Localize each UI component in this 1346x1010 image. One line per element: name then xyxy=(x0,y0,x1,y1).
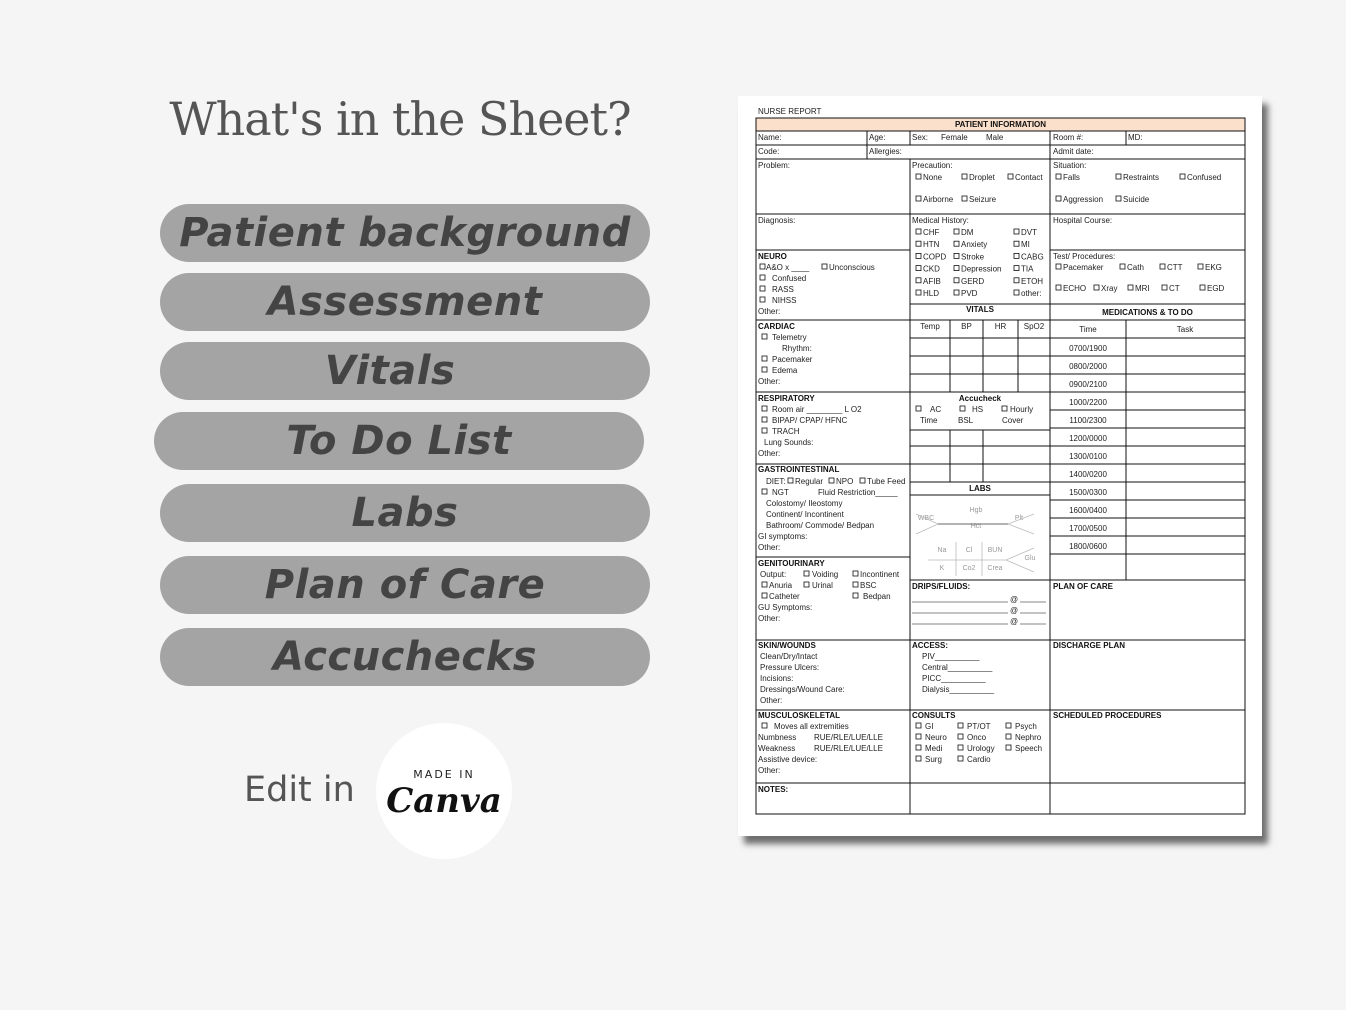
checkbox xyxy=(1006,745,1011,750)
vitals-col: SpO2 xyxy=(1023,322,1045,331)
form-text: Male xyxy=(986,133,1004,142)
checkbox xyxy=(1128,285,1133,290)
form-text: RASS xyxy=(772,285,794,294)
form-text: Stroke xyxy=(961,252,985,262)
checkbox xyxy=(853,571,858,576)
med-time: 1000/2200 xyxy=(1069,398,1107,407)
form-text: Neuro xyxy=(925,733,947,742)
form-text: Nephro xyxy=(1015,733,1042,742)
edit-in-label: Edit in xyxy=(244,770,355,810)
form-text: TIA xyxy=(1021,264,1034,274)
checkbox xyxy=(1006,723,1011,728)
form-text: Confused xyxy=(772,274,807,283)
checkbox xyxy=(954,278,959,283)
form-text: Unconscious xyxy=(829,263,875,272)
checkbox xyxy=(954,229,959,234)
checkbox xyxy=(916,745,921,750)
form-text: Time xyxy=(920,416,938,425)
form-text: ECHO xyxy=(1063,284,1087,293)
form-text: CTT xyxy=(1167,263,1183,272)
form-text: Output: xyxy=(760,570,787,579)
form-text: Na xyxy=(937,547,947,554)
canva-logo: Canva xyxy=(386,781,502,821)
form-text: MD: xyxy=(1128,133,1143,142)
form-text: Anuria xyxy=(769,581,793,590)
checkbox xyxy=(916,278,921,283)
form-text: Co2 xyxy=(962,565,976,572)
form-text: Other: xyxy=(758,543,781,552)
meds-label: MEDICATIONS & TO DO xyxy=(1102,308,1193,317)
form-text: EGD xyxy=(1207,284,1225,293)
form-text: NEURO xyxy=(758,252,787,261)
nurse-report-form xyxy=(738,96,1262,836)
checkbox xyxy=(1014,278,1019,283)
checkbox xyxy=(1014,241,1019,246)
form-text: Test/ Procedures: xyxy=(1053,252,1116,261)
form-text: GENITOURINARY xyxy=(758,559,825,568)
form-text: BSL xyxy=(958,416,974,425)
checkbox xyxy=(804,582,809,587)
canva-badge xyxy=(376,723,512,859)
checkbox xyxy=(958,756,963,761)
checkbox xyxy=(960,406,965,411)
form-text: Problem: xyxy=(758,161,791,170)
checkbox xyxy=(822,264,827,269)
med-time: 0800/2000 xyxy=(1069,362,1107,371)
form-text: Droplet xyxy=(969,173,995,182)
form-text: Anxiety xyxy=(961,240,988,250)
form-text: Contact xyxy=(1015,173,1043,182)
form-text: Bedpan xyxy=(863,592,891,601)
form-text: Airborne xyxy=(923,195,954,204)
form-text: NGT xyxy=(772,488,789,497)
form-text: GI symptoms: xyxy=(758,532,808,541)
med-time: 1800/0600 xyxy=(1069,542,1107,551)
form-text: Pacemaker xyxy=(772,355,813,364)
checkbox xyxy=(1200,285,1205,290)
checkbox xyxy=(804,571,809,576)
checkbox xyxy=(760,286,765,291)
form-text: Age: xyxy=(869,133,886,142)
form-text: AC xyxy=(930,405,942,414)
form-text: Incisions: xyxy=(760,674,794,683)
form-text: MI xyxy=(1021,240,1030,250)
checkbox xyxy=(1180,174,1185,179)
checkbox xyxy=(762,356,767,361)
form-text: Weakness xyxy=(758,744,796,753)
checkbox xyxy=(916,723,921,728)
form-text: Medi xyxy=(925,744,943,753)
checkbox xyxy=(1120,264,1125,269)
checkbox xyxy=(1002,406,1007,411)
vitals-col: BP xyxy=(961,322,972,331)
checkbox xyxy=(762,428,767,433)
checkbox xyxy=(916,253,921,258)
form-text: GI xyxy=(925,722,934,731)
med-time: 1100/2300 xyxy=(1069,416,1107,425)
med-time: 1200/0000 xyxy=(1069,434,1107,443)
form-text: Cardio xyxy=(967,755,991,764)
form-text: Room #: xyxy=(1053,133,1084,142)
checkbox xyxy=(1198,264,1203,269)
form-text: Xray xyxy=(1101,284,1118,293)
form-text: Time xyxy=(1079,325,1097,334)
checkbox xyxy=(916,196,921,201)
form-text: Hospital Course: xyxy=(1053,216,1113,225)
checkbox xyxy=(1056,196,1061,201)
form-text: CHF xyxy=(923,228,940,237)
checkbox xyxy=(788,478,793,483)
form-text: Restraints xyxy=(1123,173,1160,182)
form-text: TRACH xyxy=(772,427,800,436)
checkbox xyxy=(1056,285,1061,290)
vitals-col: Temp xyxy=(920,322,940,331)
form-text: Hourly xyxy=(1010,405,1034,414)
checkbox xyxy=(853,593,858,598)
form-text: PVD xyxy=(961,289,978,298)
form-text: None xyxy=(923,173,943,182)
form-text: Falls xyxy=(1063,173,1080,182)
form-text: HS xyxy=(972,405,984,414)
checkbox xyxy=(954,290,959,295)
form-text: Dialysis__________ xyxy=(922,685,995,694)
checkbox xyxy=(853,582,858,587)
form-text: Task xyxy=(1176,325,1194,334)
form-text: Numbness xyxy=(758,733,797,742)
checkbox xyxy=(916,241,921,246)
checkbox xyxy=(1056,174,1061,179)
form-text: CABG xyxy=(1021,252,1044,262)
med-time: 1300/0100 xyxy=(1069,452,1107,461)
form-text: Regular xyxy=(795,477,824,486)
form-text: Fluid Restriction_____ xyxy=(818,488,898,497)
checkbox xyxy=(762,367,767,372)
form-text: A&O x ____ xyxy=(766,263,810,272)
med-time: 0900/2100 xyxy=(1069,380,1107,389)
headline: What's in the Sheet? xyxy=(169,92,631,146)
checkbox xyxy=(958,745,963,750)
checkbox xyxy=(760,297,765,302)
form-text: Suicide xyxy=(1123,195,1150,204)
form-text: NIHSS xyxy=(772,296,797,305)
form-text: Seizure xyxy=(969,195,997,204)
accucheck-label: Accucheck xyxy=(958,394,1002,403)
form-text: ACCESS: xyxy=(912,641,949,650)
form-text: Other: xyxy=(758,766,781,775)
form-text: NPO xyxy=(836,477,854,486)
vitals-col: HR xyxy=(994,322,1007,331)
form-text: Medical History: xyxy=(912,216,969,225)
checkbox xyxy=(1014,253,1019,258)
form-text: Cl xyxy=(965,547,973,554)
med-time: 1700/0500 xyxy=(1069,524,1107,533)
form-text: CKD xyxy=(923,264,940,274)
checkbox xyxy=(1116,174,1121,179)
form-text: PICC__________ xyxy=(922,674,986,683)
form-text: WBC xyxy=(917,515,935,522)
form-text: NOTES: xyxy=(758,785,789,794)
form-text: ETOH xyxy=(1021,276,1044,286)
checkbox xyxy=(958,723,963,728)
form-text: DISCHARGE PLAN xyxy=(1053,641,1126,650)
med-time: 1500/0300 xyxy=(1069,488,1107,497)
form-text: PIV__________ xyxy=(922,652,980,661)
form-text: Incontinent xyxy=(860,570,900,579)
form-text: Cover xyxy=(1002,416,1024,425)
form-text: EKG xyxy=(1205,263,1222,272)
form-text: Edema xyxy=(772,366,798,375)
form-text: Female xyxy=(941,133,968,142)
made-in-text: MADE IN xyxy=(413,768,475,781)
form-text: GU Symptoms: xyxy=(758,603,813,612)
nurse-report-sheet xyxy=(738,96,1262,836)
form-text: BUN xyxy=(987,547,1003,554)
checkbox xyxy=(916,229,921,234)
form-text: @ xyxy=(1010,595,1019,604)
form-text: Dressings/Wound Care: xyxy=(760,685,845,694)
form-text: Other: xyxy=(758,614,781,623)
checkbox xyxy=(762,582,767,587)
form-text: Catheter xyxy=(769,592,800,601)
form-text: Name: xyxy=(758,133,782,142)
checkbox xyxy=(1014,229,1019,234)
form-text: Aggression xyxy=(1063,195,1104,204)
form-text: Glu xyxy=(1024,555,1036,562)
form-text: Depression xyxy=(961,264,1002,274)
checkbox xyxy=(760,264,765,269)
form-text: HLD xyxy=(923,289,940,298)
form-text: BSC xyxy=(860,581,877,590)
form-text: DM xyxy=(961,228,974,237)
form-text: Continent/ Incontinent xyxy=(766,510,844,519)
form-text: Urinal xyxy=(812,581,833,590)
form-text: GERD xyxy=(961,276,985,286)
checkbox xyxy=(762,723,767,728)
form-text: CONSULTS xyxy=(912,711,956,720)
form-text: Other: xyxy=(758,307,781,316)
pill-patient-background: Patient background xyxy=(160,204,650,262)
checkbox xyxy=(760,275,765,280)
form-text: GASTROINTESTINAL xyxy=(758,465,840,474)
form-text: CT xyxy=(1169,284,1180,293)
med-time: 1400/0200 xyxy=(1069,470,1107,479)
form-text: Code: xyxy=(758,147,780,156)
form-text: Sex: xyxy=(912,133,929,142)
form-text: Onco xyxy=(967,733,987,742)
form-text: Hct xyxy=(970,523,982,530)
form-text: Pacemaker xyxy=(1063,263,1104,272)
checkbox xyxy=(762,417,767,422)
form-text: SCHEDULED PROCEDURES xyxy=(1053,711,1162,720)
form-text: Speech xyxy=(1015,744,1043,753)
checkbox xyxy=(958,734,963,739)
checkbox xyxy=(1056,264,1061,269)
form-text: Lung Sounds: xyxy=(764,438,814,447)
form-text: Admit date: xyxy=(1053,147,1094,156)
checkbox xyxy=(1006,734,1011,739)
form-text: Urology xyxy=(967,744,995,753)
form-text: Psych xyxy=(1015,722,1037,731)
checkbox xyxy=(916,734,921,739)
form-text: other: xyxy=(1021,289,1042,298)
form-text: K xyxy=(939,565,945,572)
form-text: Clean/Dry/Intact xyxy=(760,652,818,661)
form-text: Pressure Ulcers: xyxy=(760,663,820,672)
checkbox xyxy=(954,253,959,258)
form-text: @ xyxy=(1010,617,1019,626)
form-text: AFIB xyxy=(923,276,941,286)
form-text: Other: xyxy=(758,449,781,458)
checkbox xyxy=(1162,285,1167,290)
checkbox xyxy=(829,478,834,483)
form-text: Surg xyxy=(925,755,942,764)
form-text: DRIPS/FLUIDS: xyxy=(912,582,971,591)
form-text: Plt xyxy=(1014,515,1024,522)
form-text: Crea xyxy=(987,565,1003,572)
form-text: DIET: xyxy=(766,477,786,486)
checkbox xyxy=(962,196,967,201)
form-text: DVT xyxy=(1021,228,1037,237)
form-text: SKIN/WOUNDS xyxy=(758,641,816,650)
labs-label: LABS xyxy=(969,484,991,493)
form-text: Hgb xyxy=(969,507,983,514)
pill-vitals: Vitals xyxy=(160,342,650,400)
form-text: Tube Feed xyxy=(867,477,906,486)
pill-plan-of-care: Plan of Care xyxy=(160,556,650,614)
checkbox xyxy=(1160,264,1165,269)
form-text: Situation: xyxy=(1053,161,1087,170)
form-text: Assistive device: xyxy=(758,755,818,764)
form-text: Rhythm: xyxy=(782,344,812,353)
pill-labs: Labs xyxy=(160,484,650,542)
form-text: CARDIAC xyxy=(758,322,795,331)
form-text: Other: xyxy=(760,696,783,705)
pill-assessment: Assessment xyxy=(160,273,650,331)
form-text: Cath xyxy=(1127,263,1144,272)
form-text: PLAN OF CARE xyxy=(1053,582,1113,591)
form-text: HTN xyxy=(923,240,940,250)
checkbox xyxy=(916,290,921,295)
form-text: Room air ________ L O2 xyxy=(772,405,862,414)
checkbox xyxy=(954,241,959,246)
checkbox xyxy=(762,406,767,411)
form-text: @ xyxy=(1010,606,1019,615)
form-text: Moves all extremities xyxy=(774,722,849,731)
pill-accuchecks: Accuchecks xyxy=(160,628,650,686)
form-text: Telemetry xyxy=(772,333,807,342)
checkbox xyxy=(1014,290,1019,295)
form-text: PT/OT xyxy=(967,722,991,731)
sheet-title: NURSE REPORT xyxy=(758,107,822,116)
checkbox xyxy=(962,174,967,179)
patient-info-label: PATIENT INFORMATION xyxy=(954,120,1047,129)
form-text: Voiding xyxy=(812,570,839,579)
form-text: BIPAP/ CPAP/ HFNC xyxy=(772,416,848,425)
form-text: Colostomy/ Ileostomy xyxy=(766,499,843,508)
checkbox xyxy=(916,174,921,179)
pill-to-do-list: To Do List xyxy=(154,412,644,470)
checkbox xyxy=(1014,266,1019,271)
checkbox xyxy=(860,478,865,483)
form-text: RUE/RLE/LUE/LLE xyxy=(814,733,883,742)
checkbox xyxy=(916,406,921,411)
form-text: Confused xyxy=(1187,173,1222,182)
checkbox xyxy=(762,489,767,494)
checkbox xyxy=(954,266,959,271)
form-text: RESPIRATORY xyxy=(758,394,815,403)
checkbox xyxy=(1008,174,1013,179)
checkbox xyxy=(762,334,767,339)
form-text: Allergies: xyxy=(869,147,902,156)
form-text: MUSCULOSKELETAL xyxy=(758,711,841,720)
checkbox xyxy=(1094,285,1099,290)
form-text: RUE/RLE/LUE/LLE xyxy=(814,744,883,753)
checkbox xyxy=(762,593,767,598)
vitals-label: VITALS xyxy=(966,305,994,314)
form-text: Other: xyxy=(758,377,781,386)
form-text: Central__________ xyxy=(922,663,993,672)
form-text: Bathroom/ Commode/ Bedpan xyxy=(766,521,875,530)
form-text: Diagnosis: xyxy=(758,216,796,225)
form-text: MRI xyxy=(1135,284,1150,293)
checkbox xyxy=(916,756,921,761)
form-text: COPD xyxy=(923,252,947,262)
med-time: 1600/0400 xyxy=(1069,506,1107,515)
med-time: 0700/1900 xyxy=(1069,344,1107,353)
checkbox xyxy=(916,266,921,271)
form-text: Precaution: xyxy=(912,161,953,170)
checkbox xyxy=(1116,196,1121,201)
